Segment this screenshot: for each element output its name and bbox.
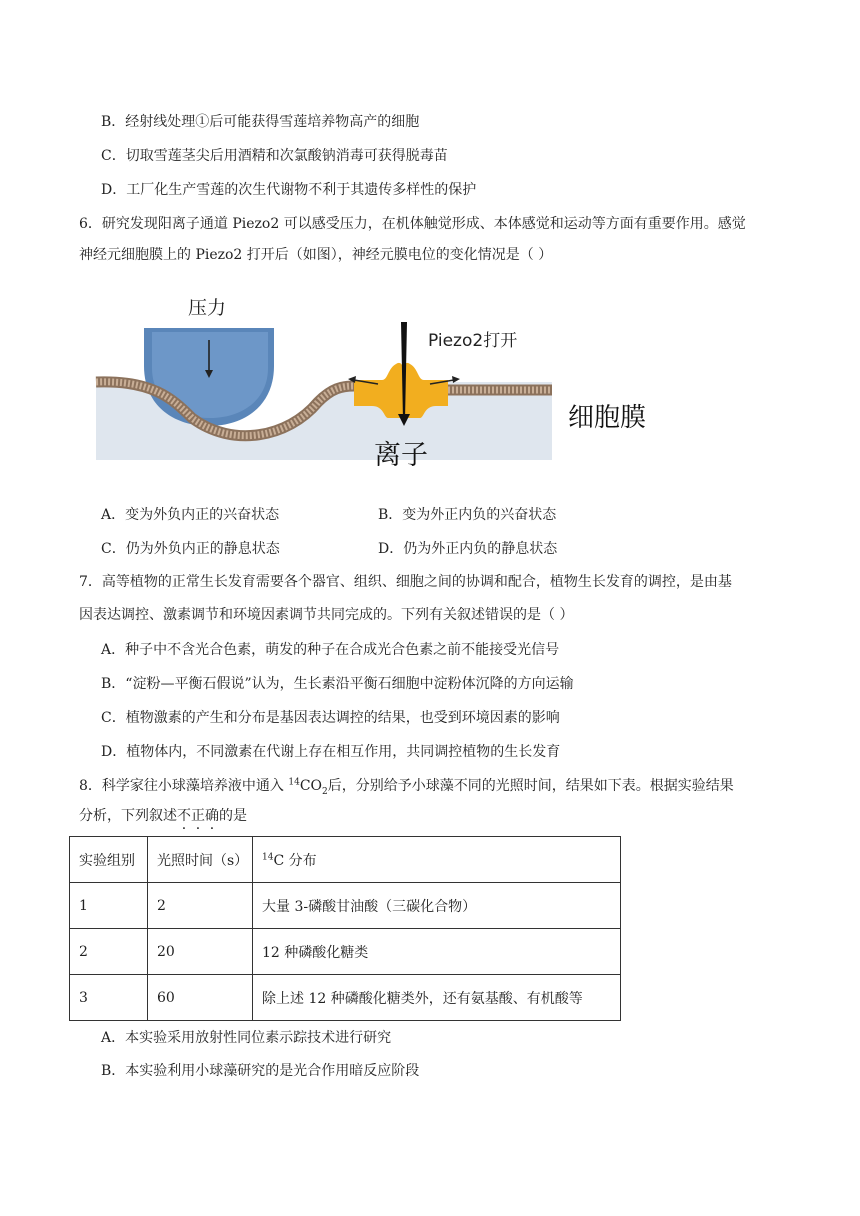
table-cell: 2 [70,929,148,975]
table-header-cell: 实验组别 [70,837,148,883]
label-pressure: 压力 [188,297,227,319]
table-cell: 1 [70,883,148,929]
q8-option-a: A．本实验采用放射性同位素示踪技术进行研究 [101,1030,392,1046]
table-cell: 大量 3-磷酸甘油酸（三碳化合物） [253,883,621,929]
q6-stem-line2: 神经元细胞膜上的 Piezo2 打开后（如图），神经元膜电位的变化情况是（ ） [79,247,553,263]
q8-stem-line1: 8．科学家往小球藻培养液中通入 $^{14}CO_2$后，分别给予小球藻不同的光照时间，结果如下表。根据实验结果 [79,777,734,797]
table-row [70,883,621,929]
q6-stem-line1: 6．研究发现阳离子通道 Piezo2 可以感受压力，在机体触觉形成、本体感觉和运动等方面有重要作用。感觉 [79,216,746,232]
table-cell: 2 [148,883,253,929]
table-row [70,929,621,975]
q6-option-a: A．变为外负内正的兴奋状态 [101,507,280,523]
q5-option-c: C．切取雪莲茎尖后用酒精和次氯酸钠消毒可获得脱毒苗 [101,148,448,164]
label-ion: 离子 [374,440,428,471]
q5-option-d: D．工厂化生产雪莲的次生代谢物不利于其遗传多样性的保护 [101,182,477,198]
q7-option-d: D．植物体内，不同激素在代谢上存在相互作用，共同调控植物的生长发育 [101,744,561,760]
q7-stem-line1: 7．高等植物的正常生长发育需要各个器官、组织、细胞之间的协调和配合，植物生长发育的调控，是由基 [79,574,732,590]
q6-option-c: C．仍为外负内正的静息状态 [101,541,280,557]
experiment-table [69,836,621,1021]
emphasis-char: 确 [205,808,219,824]
table-cell: 12 种磷酸化糖类 [253,929,621,975]
piezo2-figure [92,288,682,478]
table-header-cell: 光照时间（s） [148,837,253,883]
q6-option-b: B．变为外正内负的兴奋状态 [378,507,557,523]
q7-option-c: C．植物激素的产生和分布是基因表达调控的结果，也受到环境因素的影响 [101,710,560,726]
table-cell: 除上述 12 种磷酸化糖类外，还有氨基酸、有机酸等 [253,975,621,1021]
q5-option-b: B．经射线处理①后可能获得雪莲培养物高产的细胞 [101,114,420,130]
table-cell: 3 [70,975,148,1021]
q7-stem-line2: 因表达调控、激素调节和环境因素调节共同完成的。下列有关叙述错误的是（ ） [79,607,574,623]
table-cell: 60 [148,975,253,1021]
q6-option-d: D．仍为外正内负的静息状态 [378,541,558,557]
emphasis-char: 不 [177,808,191,824]
emphasis-char: 正 [191,808,205,824]
label-piezo2: Piezo2打开 [428,331,518,351]
table-header-row [70,837,621,883]
table-row [70,975,621,1021]
label-membrane: 细胞膜 [568,403,647,433]
table-header-cell: $^{14}$C 分布 [253,837,621,883]
arrow-right-icon [452,376,460,383]
table-cell: 20 [148,929,253,975]
q7-option-b: B．“淀粉—平衡石假说”认为，生长素沿平衡石细胞中淀粉体沉降的方向运输 [101,676,574,692]
q8-option-b: B．本实验利用小球藻研究的是光合作用暗反应阶段 [101,1063,420,1079]
q8-stem-line2: 分析，下列叙述不正确的是 [79,808,247,824]
emphasis-dotted-text [177,808,219,824]
q7-option-a: A．种子中不含光合色素，萌发的种子在合成光合色素之前不能接受光信号 [101,642,560,658]
